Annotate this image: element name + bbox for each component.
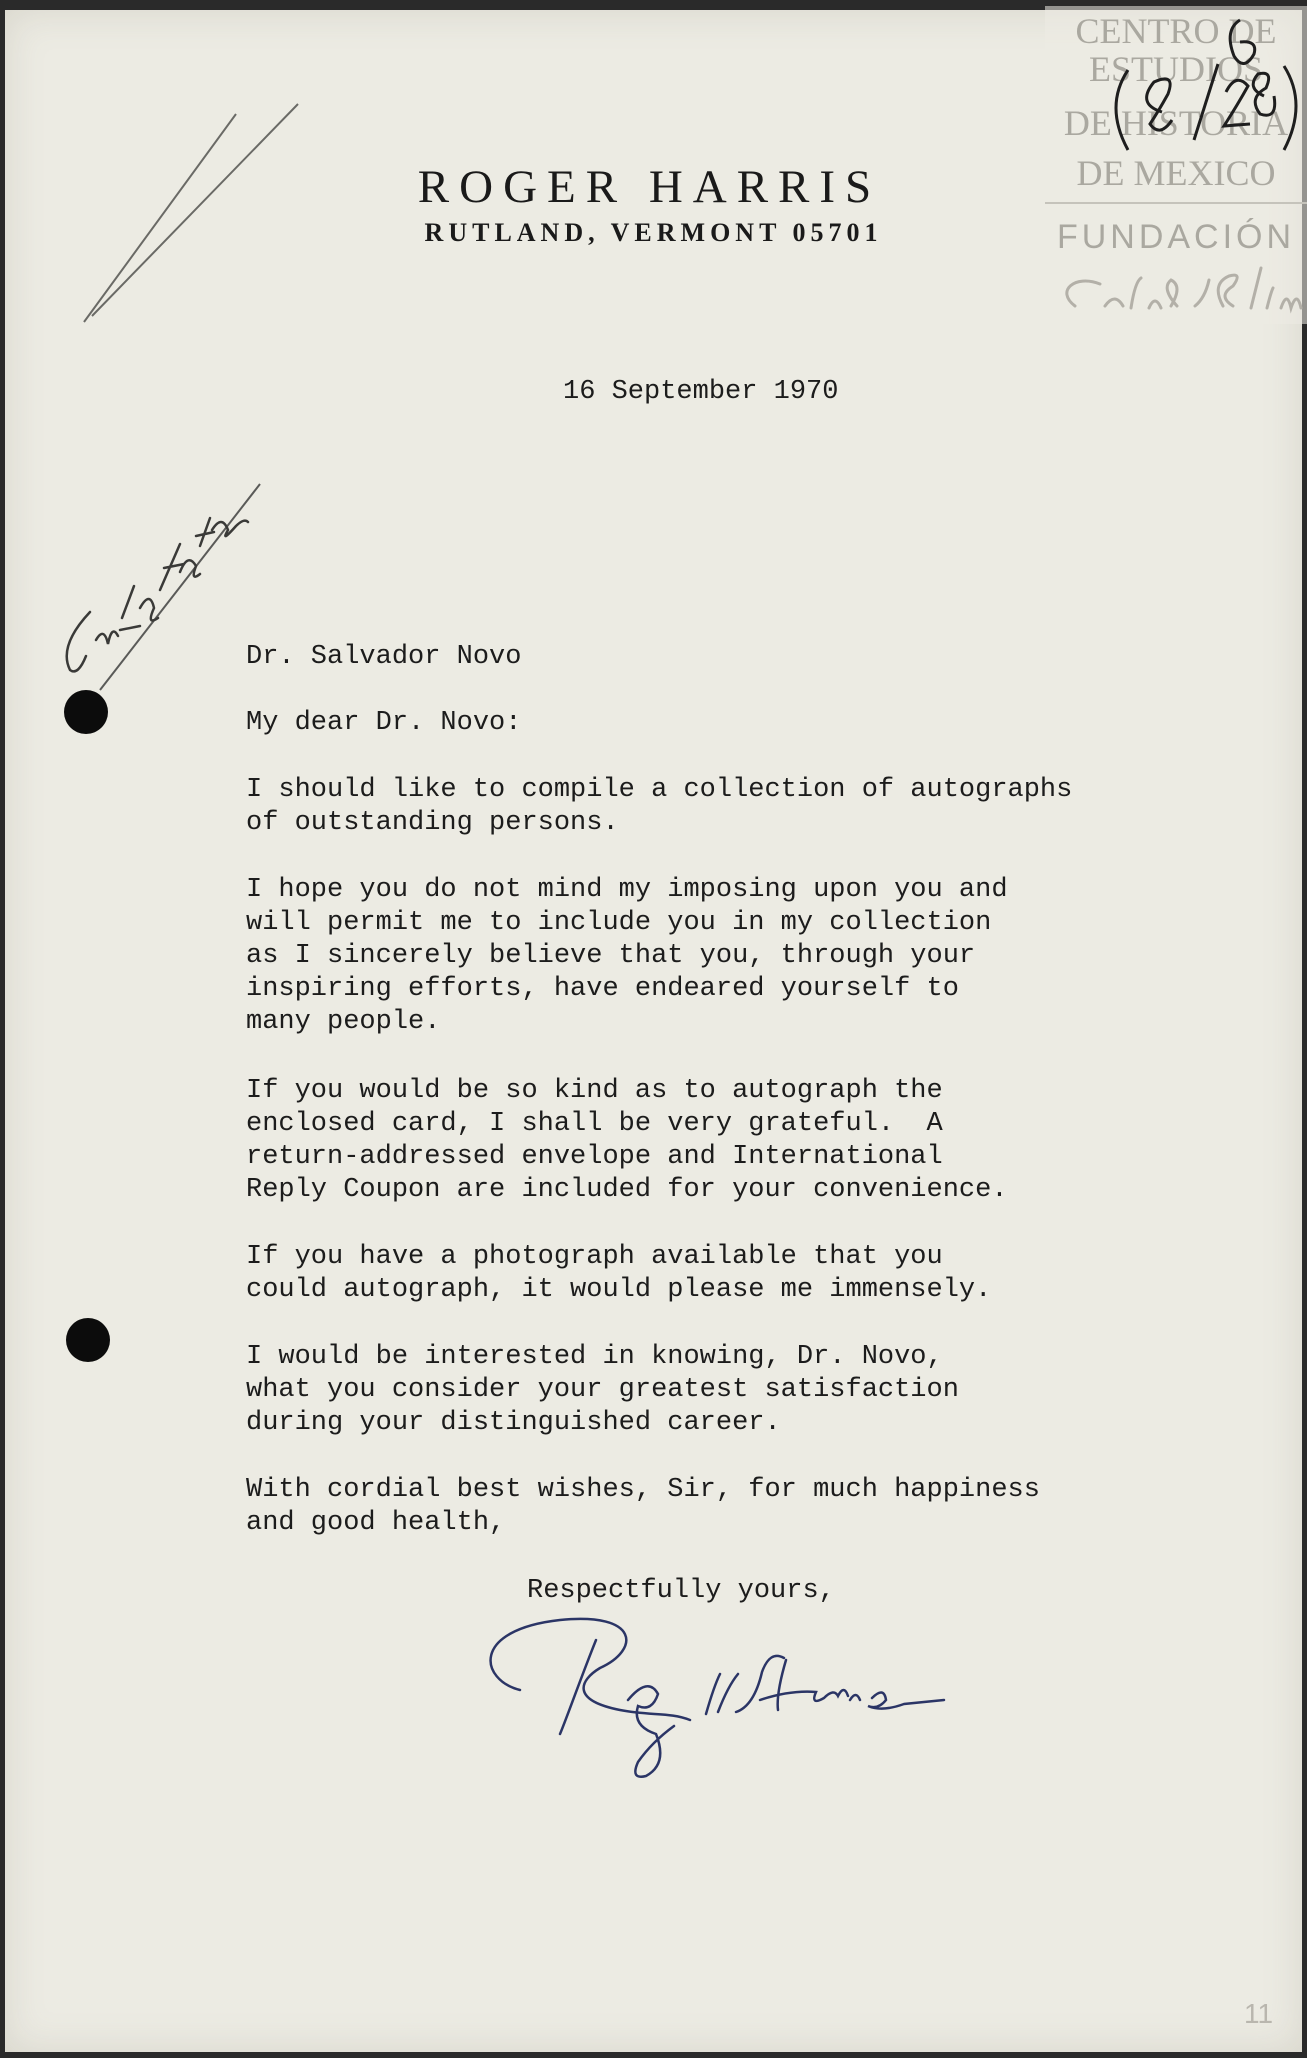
paragraph-line: I would be interested in knowing, Dr. Novo, (246, 1342, 943, 1372)
closing: Respectfully yours, (527, 1576, 835, 1606)
paragraph-line: as I sincerely believe that you, through your (246, 941, 976, 971)
stamp-line-1: CENTRO DE (1075, 11, 1277, 51)
stamp-foundation: FUNDACIÓN (1056, 218, 1296, 256)
paragraph-line: If you would be so kind as to autograph the (246, 1076, 943, 1106)
paragraph-line: inspiring efforts, have endeared yourself to (246, 974, 959, 1004)
recipient-name: Dr. Salvador Novo (246, 642, 522, 672)
paragraph-line: could autograph, it would please me immensely. (246, 1275, 992, 1305)
paragraph-line: enclosed card, I shall be very grateful. A (246, 1109, 943, 1139)
letterhead-address: RUTLAND, VERMONT 05701 (424, 218, 883, 247)
page-number: 11 (1244, 1998, 1274, 2029)
letterhead-name: ROGER HARRIS (417, 161, 882, 213)
paragraph-line: Reply Coupon are included for your convenience. (246, 1175, 1008, 1205)
paragraph-line: If you have a photograph available that you (246, 1242, 943, 1272)
paragraph-line: will permit me to include you in my collection (246, 908, 992, 938)
stamp-line-3: DE HISTORIA (1063, 103, 1289, 143)
salutation: My dear Dr. Novo: (246, 708, 522, 738)
paragraph-line: what you consider your greatest satisfaction (246, 1375, 959, 1405)
paragraph-line: and good health, (246, 1508, 506, 1538)
stamp-line-2: ESTUDIOS (1088, 49, 1263, 89)
stamp-line-4: DE MEXICO (1076, 153, 1276, 193)
paragraph-line: many people. (246, 1007, 441, 1037)
paragraph-line: return-addressed envelope and International (246, 1142, 943, 1172)
paragraph-line: With cordial best wishes, Sir, for much happiness (246, 1475, 1040, 1505)
paragraph-line: I hope you do not mind my imposing upon you and (246, 875, 1008, 905)
paragraph-line: during your distinguished career. (246, 1408, 781, 1438)
paragraph-line: I should like to compile a collection of autographs (246, 775, 1073, 805)
letter-date: 16 September 1970 (563, 377, 839, 407)
paragraph-line: of outstanding persons. (246, 808, 619, 838)
